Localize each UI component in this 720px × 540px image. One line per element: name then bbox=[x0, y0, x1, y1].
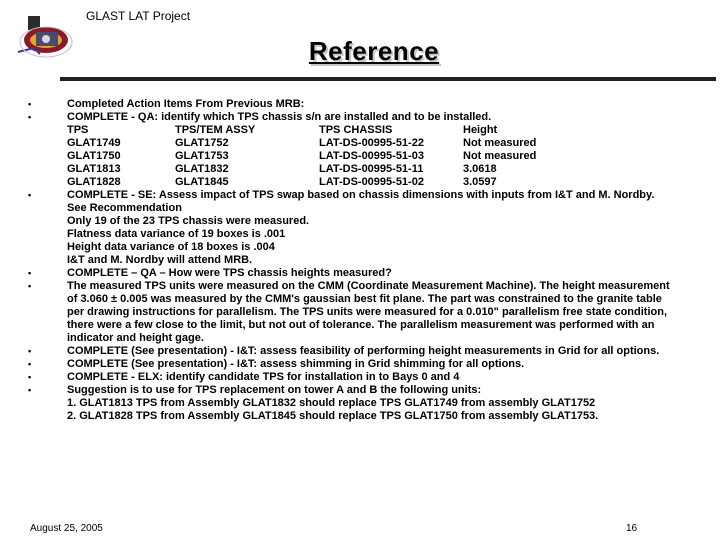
sub-text-line: Height data variance of 18 boxes is .004 bbox=[67, 241, 275, 253]
bullet-marker: • bbox=[28, 190, 32, 200]
table-cell: GLAT1828 bbox=[67, 176, 121, 188]
bullet-text: COMPLETE - ELX: identify candidate TPS for installation in to Bays 0 and 4 bbox=[67, 371, 460, 383]
table-cell: GLAT1749 bbox=[67, 137, 121, 149]
table-cell: LAT-DS-00995-51-03 bbox=[319, 150, 424, 162]
bullet-item bbox=[28, 345, 678, 358]
bullet-marker: • bbox=[28, 372, 32, 382]
bullet-text: Completed Action Items From Previous MRB: bbox=[67, 98, 305, 110]
bullet-text: COMPLETE (See presentation) - I&T: assess feasibility of performing height measurements in Grid for all options. bbox=[67, 345, 660, 357]
bullet-marker: • bbox=[28, 281, 32, 291]
bullet-text: Suggestion is to use for TPS replacement on tower A and B the following units: bbox=[67, 384, 482, 396]
table-cell: 3.0618 bbox=[463, 163, 497, 175]
table-cell: LAT-DS-00995-51-11 bbox=[319, 163, 424, 175]
table-cell: Not measured bbox=[463, 150, 537, 162]
project-name: GLAST LAT Project bbox=[86, 9, 191, 23]
table-header-cell: TPS CHASSIS bbox=[319, 124, 393, 136]
bullet-item bbox=[28, 98, 678, 111]
table-cell: GLAT1813 bbox=[67, 163, 121, 175]
table-cell: GLAT1750 bbox=[67, 150, 121, 162]
sub-text-line: I&T and M. Nordby will attend MRB. bbox=[67, 254, 253, 266]
table-header-cell: TPS bbox=[67, 124, 89, 136]
bullet-marker: • bbox=[28, 268, 32, 278]
table-cell: LAT-DS-00995-51-22 bbox=[319, 137, 424, 149]
table-cell: GLAT1832 bbox=[175, 163, 229, 175]
table-cell: GLAT1845 bbox=[175, 176, 229, 188]
bullet-item bbox=[28, 371, 678, 384]
table-cell: Not measured bbox=[463, 137, 537, 149]
bullet-item bbox=[28, 358, 678, 371]
bullet-marker: • bbox=[28, 99, 32, 109]
bullet-item bbox=[28, 280, 678, 345]
table-header-cell: TPS/TEM ASSY bbox=[175, 124, 256, 136]
bullet-text: COMPLETE - SE: Assess impact of TPS swap based on chassis dimensions with inputs from I&T and M. Nordby. bbox=[67, 189, 655, 201]
table-header-cell: Height bbox=[463, 124, 498, 136]
bullet-marker: • bbox=[28, 359, 32, 369]
sub-text-line: 2. GLAT1828 TPS from Assembly GLAT1845 should replace TPS GLAT1750 from assembly GLAT1753. bbox=[67, 410, 599, 422]
sub-text-line: 1. GLAT1813 TPS from Assembly GLAT1832 should replace TPS GLAT1749 from assembly GLAT1752 bbox=[67, 397, 596, 409]
bullet-marker: • bbox=[28, 112, 32, 122]
table-cell: GLAT1752 bbox=[175, 137, 229, 149]
footer-date: August 25, 2005 bbox=[30, 523, 103, 534]
table-cell: 3.0597 bbox=[463, 176, 497, 188]
title-divider bbox=[60, 77, 716, 81]
bullet-text: COMPLETE - QA: identify which TPS chassis s/n are installed and to be installed. bbox=[67, 111, 492, 123]
bullet-item bbox=[28, 111, 678, 124]
bullet-marker: • bbox=[28, 385, 32, 395]
bullet-marker: • bbox=[28, 346, 32, 356]
reference-content bbox=[28, 98, 678, 423]
tps-table bbox=[28, 124, 678, 189]
bullet-item bbox=[28, 384, 678, 397]
sub-text-line: Flatness data variance of 19 boxes is .001 bbox=[67, 228, 286, 240]
bullet-text: COMPLETE – QA – How were TPS chassis heights measured? bbox=[67, 267, 392, 279]
page-number: 16 bbox=[626, 523, 638, 534]
sub-text-line: Only 19 of the 23 TPS chassis were measured. bbox=[67, 215, 310, 227]
page-title: Reference bbox=[308, 36, 440, 66]
table-cell: GLAT1753 bbox=[175, 150, 229, 162]
bullet-text: The measured TPS units were measured on the CMM (Coordinate Measurement Machine). The height measurement of 3.060 ± 0.005 was measured by the CMM's gaussian best fit plane. The part was constrained to the granite table per drawing instructions for parallelism. The TPS units were measured for a 0.010" parallelism free state condition, there were a few close to the limit, but not out of tolerance. The parallelism measurement was performed with an indicator and height gage. bbox=[67, 280, 670, 344]
bullet-text: COMPLETE (See presentation) - I&T: assess shimming in Grid shimming for all options. bbox=[67, 358, 525, 370]
sub-text-line: See Recommendation bbox=[67, 202, 182, 214]
bullet-item bbox=[28, 267, 678, 280]
bullet-item bbox=[28, 189, 678, 202]
table-cell: LAT-DS-00995-51-02 bbox=[319, 176, 424, 188]
